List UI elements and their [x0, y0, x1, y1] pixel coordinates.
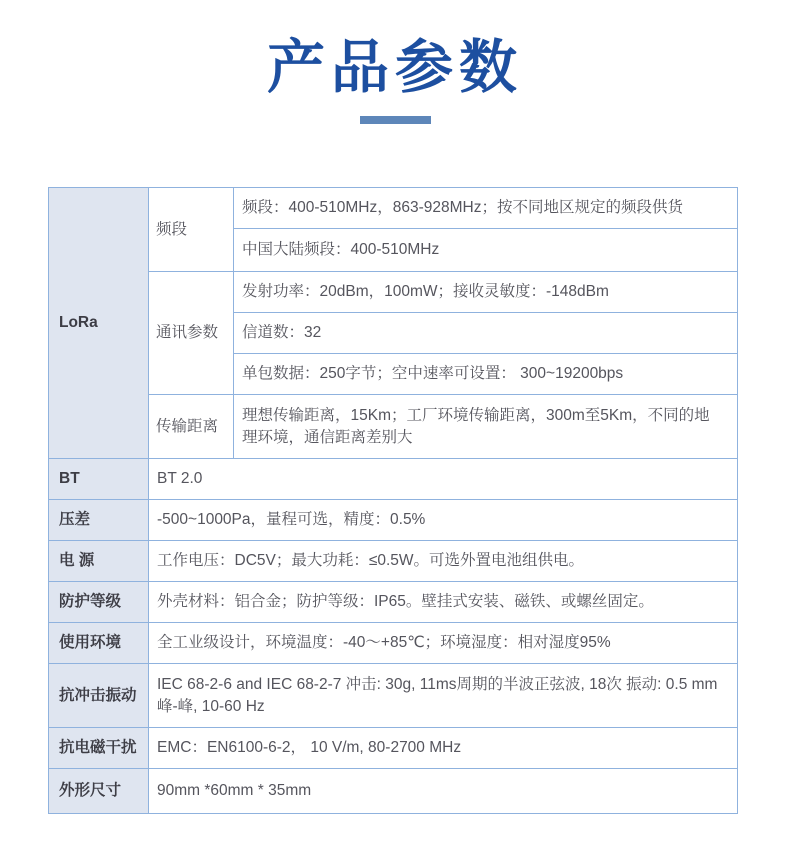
- table-row: [49, 541, 738, 582]
- subcategory-cell-band: 频段: [149, 188, 234, 272]
- category-cell-emi: 抗电磁干扰: [49, 728, 149, 769]
- subcategory-cell-distance: 传输距离: [149, 395, 234, 459]
- table-row: [49, 582, 738, 623]
- category-cell-shock-vibration: 抗冲击振动: [49, 664, 149, 728]
- category-cell-power: 电 源: [49, 541, 149, 582]
- value-cell-protection: 外壳材料：铝合金；防护等级：IP65。壁挂式安装、磁铁、或螺丝固定。: [149, 582, 738, 623]
- value-cell-band-global: 频段：400-510MHz，863-928MHz；按不同地区规定的频段供货: [234, 188, 738, 229]
- value-cell-environment: 全工业级设计，环境温度：-40～+85℃；环境湿度：相对湿度95%: [149, 623, 738, 664]
- table-row: [49, 769, 738, 814]
- value-cell-shock-vibration: IEC 68-2-6 and IEC 68-2-7 冲击: 30g, 11ms周期的半波正弦波, 18次 振动: 0.5 mm 峰-峰, 10-60 Hz: [149, 664, 738, 728]
- title-underline: [360, 116, 431, 124]
- value-cell-power: 工作电压：DC5V；最大功耗：≤0.5W。可选外置电池组供电。: [149, 541, 738, 582]
- value-cell-packet-data: 单包数据：250字节；空中速率可设置： 300~19200bps: [234, 354, 738, 395]
- value-cell-pressure: -500~1000Pa，量程可选，精度：0.5%: [149, 500, 738, 541]
- table-row: [49, 664, 738, 728]
- page-title: 产品参数: [266, 35, 523, 100]
- value-cell-emi: EMC：EN6100-6-2， 10 V/m, 80-2700 MHz: [149, 728, 738, 769]
- table-row: [49, 728, 738, 769]
- category-cell-environment: 使用环境: [49, 623, 149, 664]
- category-cell-bt: BT: [49, 459, 149, 500]
- category-cell-pressure: 压差: [49, 500, 149, 541]
- table-row: [49, 459, 738, 500]
- table-row: [49, 500, 738, 541]
- value-cell-bt: BT 2.0: [149, 459, 738, 500]
- value-cell-distance: 理想传输距离，15Km；工厂环境传输距离，300m至5Km，不同的地理环境，通信距离差别大: [234, 395, 738, 459]
- category-cell-lora: LoRa: [49, 188, 149, 459]
- category-cell-dimensions: 外形尺寸: [49, 769, 149, 814]
- table-row: [49, 395, 738, 459]
- value-cell-dimensions: 90mm *60mm * 35mm: [149, 769, 738, 814]
- spec-table: [48, 187, 738, 814]
- table-row: [49, 188, 738, 229]
- value-cell-band-china: 中国大陆频段：400-510MHz: [234, 229, 738, 272]
- subcategory-cell-comm-params: 通讯参数: [149, 272, 234, 395]
- value-cell-tx-power: 发射功率：20dBm，100mW；接收灵敏度：-148dBm: [234, 272, 738, 313]
- category-cell-protection: 防护等级: [49, 582, 149, 623]
- table-row: [49, 623, 738, 664]
- table-row: [49, 272, 738, 313]
- value-cell-channels: 信道数：32: [234, 313, 738, 354]
